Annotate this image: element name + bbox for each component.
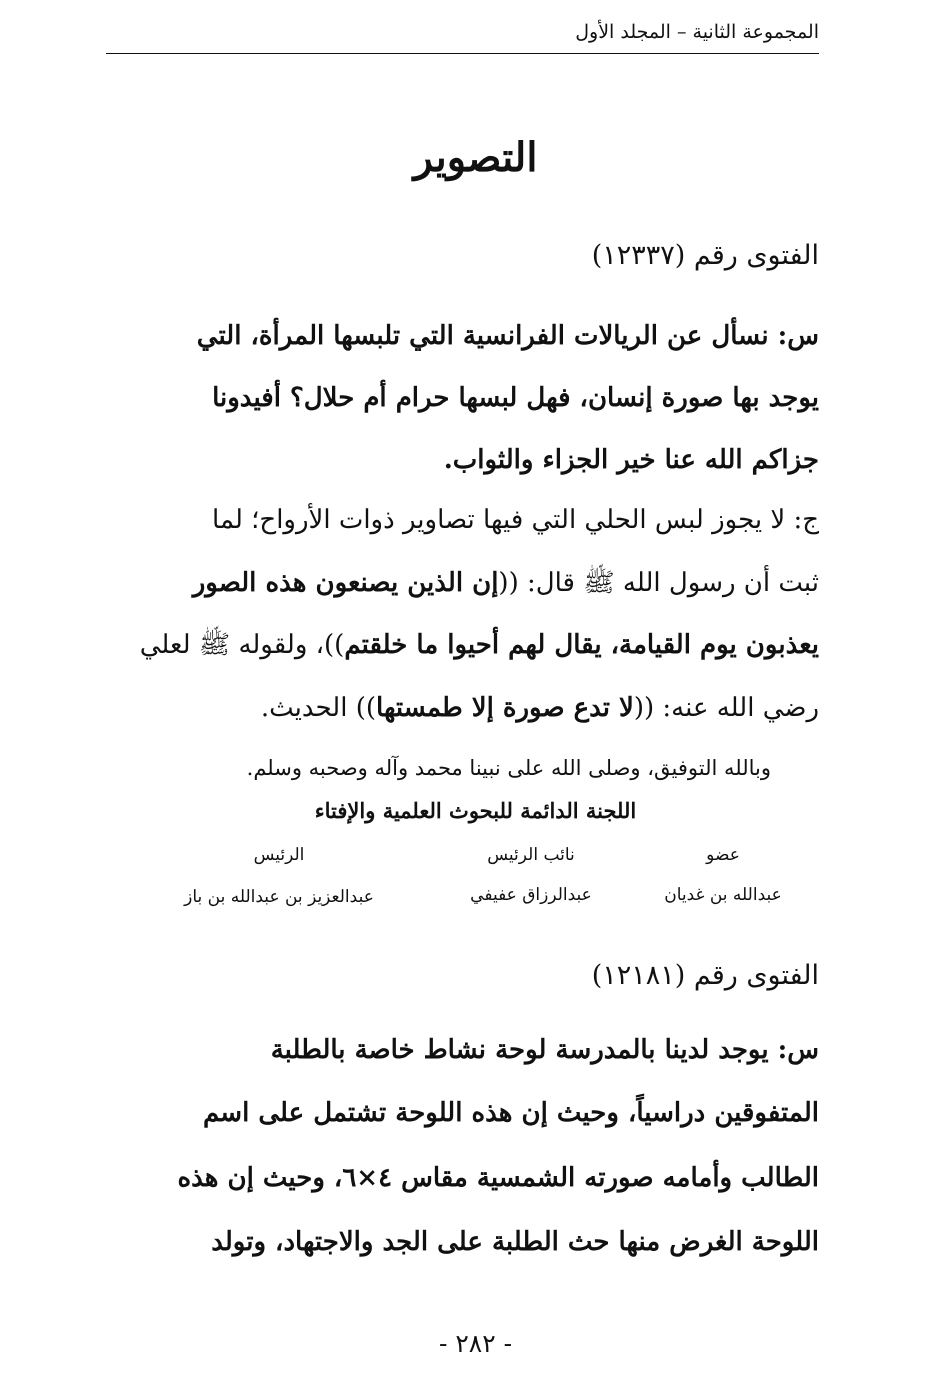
running-header: المجموعة الثانية – المجلد الأول	[575, 21, 819, 43]
signatory-name: عبدالرزاق عفيفي	[470, 885, 592, 905]
answer-line	[193, 563, 819, 603]
committee-name: اللجنة الدائمة للبحوث العلمية والإفتاء	[314, 798, 637, 823]
header-rule	[106, 53, 819, 54]
fatwa-number: الفتوى رقم (١٢١٨١)	[591, 960, 819, 991]
fatwa-number: الفتوى رقم (١٢٣٣٧)	[591, 240, 819, 271]
chapter-title: التصوير	[413, 134, 538, 181]
signatory-name: عبدالعزيز بن عبدالله بن باز	[184, 887, 374, 907]
answer-line	[140, 625, 819, 665]
question-line: المتفوقين دراسياً، وحيث إن هذه اللوحة تشتمل على اسم	[203, 1098, 819, 1128]
signatory-name: عبدالله بن غديان	[664, 885, 782, 905]
question-line: يوجد بها صورة إنسان، فهل لبسها حرام أم حلال؟ أفيدونا	[212, 383, 819, 413]
answer-line	[261, 688, 819, 728]
answer-line: ج: لا يجوز لبس الحلي التي فيها تصاوير ذوات الأرواح؛ لما	[212, 505, 819, 535]
hadith-text: إن الذين يصنعون هذه الصور	[192, 568, 499, 598]
signatory-role: عضو	[706, 845, 740, 865]
answer-text: رضي الله عنه: ((	[633, 693, 819, 723]
question-line: اللوحة الغرض منها حث الطلبة على الجد والاجتهاد، وتولد	[211, 1227, 819, 1257]
signatory-role: نائب الرئيس	[487, 845, 575, 865]
hadith-text: يعذبون يوم القيامة، يقال لهم أحيوا ما خلقتم	[344, 630, 819, 660]
answer-text: ثبت أن رسول الله ﷺ قال: ((	[498, 568, 819, 598]
closing-formula: وبالله التوفيق، وصلى الله على نبينا محمد وآله وصحبه وسلم.	[246, 756, 771, 780]
hadith-text: لا تدع صورة إلا طمستها	[376, 693, 634, 723]
page-number: - ٢٨٢ -	[438, 1329, 513, 1358]
question-line: س: يوجد لدينا بالمدرسة لوحة نشاط خاصة بالطلبة	[270, 1035, 819, 1065]
answer-text: )) الحديث.	[260, 693, 377, 723]
question-line: الطالب وأمامه صورته الشمسية مقاس ٤×٦، وحيث إن هذه	[177, 1163, 819, 1193]
question-line: جزاكم الله عنا خير الجزاء والثواب.	[443, 445, 819, 475]
signatory-role: الرئيس	[253, 845, 305, 865]
answer-text: ))، ولقوله ﷺ لعلي	[139, 630, 345, 660]
question-line: س: نسأل عن الريالات الفرانسية التي تلبسها المرأة، التي	[196, 321, 819, 351]
